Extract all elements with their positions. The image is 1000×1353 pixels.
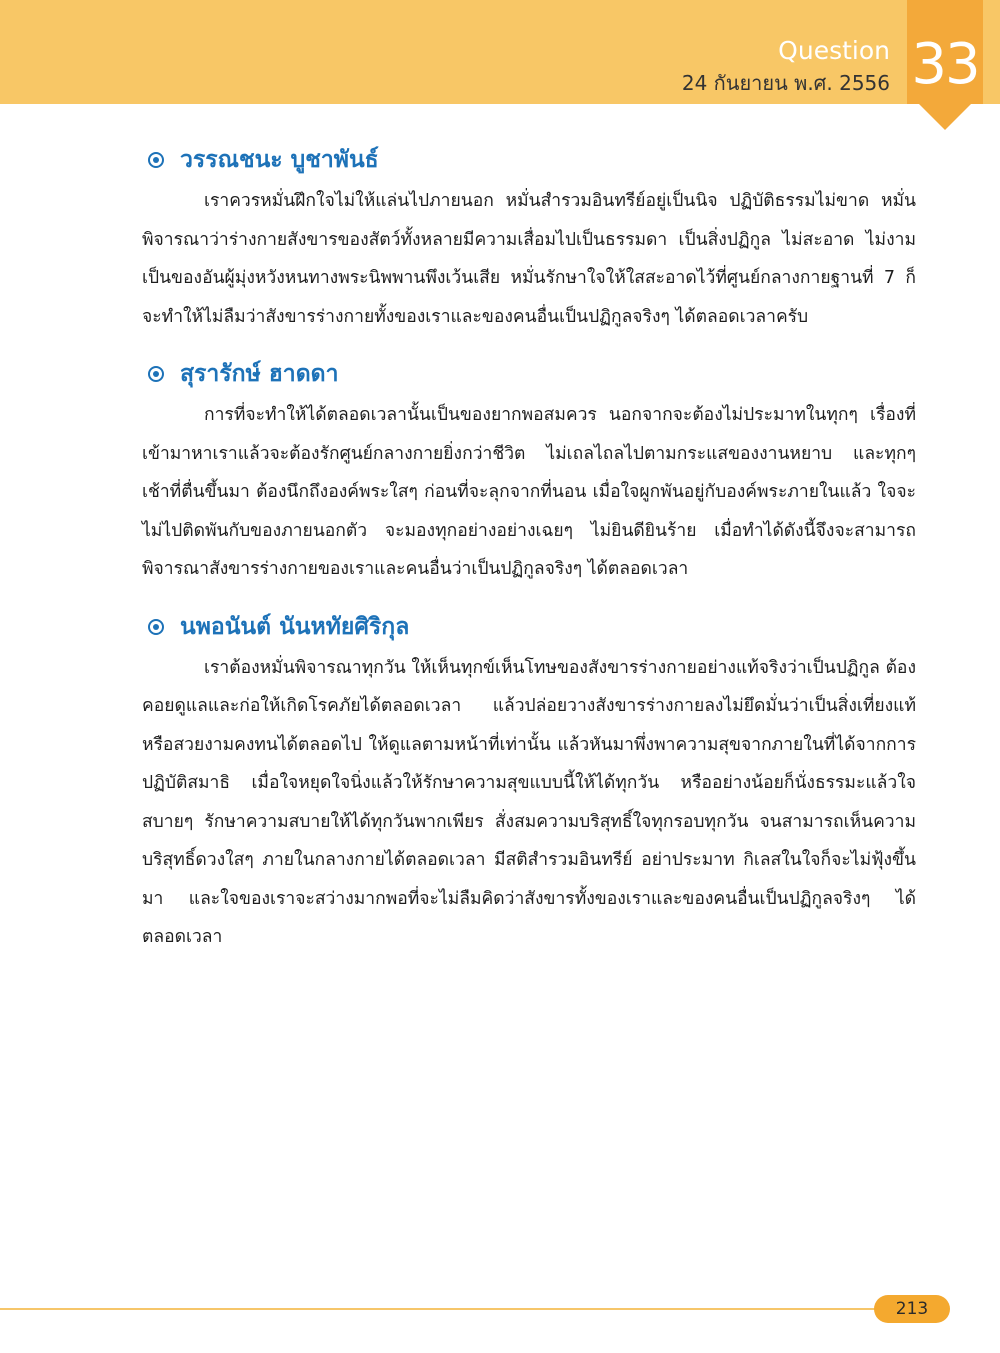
footer-divider — [0, 1308, 880, 1310]
answer-heading — [142, 605, 916, 649]
circle-bullet-icon — [148, 366, 164, 382]
question-number: 33 — [911, 32, 979, 97]
answer-text: เราควรหมั่นฝึกใจไม่ให้แล่นไปภายนอก หมั่นสำรวมอินทรีย์อยู่เป็นนิจ ปฏิบัติธรรมไม่ขาด หมั่นพิจารณาว่าร่างกายสังขารของสัตว์ทั้งหลายมีความเสื่อมไปเป็นธรรมดา เป็นสิ่งปฏิกูล ไม่สะอาด ไม่งาม เป็นของอันผู้มุ่งหวังหนทางพระนิพพานพึงเว้นเสีย หมั่นรักษาใจให้ใสสะอาดไว้ที่ศูนย์กลางกายฐานที่ 7 ก็จะทำให้ไม่ลืมว่าสังขารร่างกายทั้งของเราและของคนอื่นเป็นปฏิกูลจริงๆ ได้ตลอดเวลาครับ — [142, 191, 916, 327]
page-number: 213 — [874, 1295, 950, 1323]
circle-bullet-icon — [148, 619, 164, 635]
question-date: 24 กันยายน พ.ศ. 2556 — [681, 71, 890, 95]
answer-section — [142, 605, 916, 957]
question-label: Question — [778, 36, 890, 65]
question-tab-pointer — [919, 104, 971, 130]
respondent-name: นพอนันต์ นันหทัยศิริกุล — [180, 613, 410, 640]
answer-section — [142, 352, 916, 589]
answer-heading — [142, 352, 916, 396]
answer-heading — [142, 138, 916, 182]
answer-text: เราต้องหมั่นพิจารณาทุกวัน ให้เห็นทุกข์เห็นโทษของสังขารร่างกายอย่างแท้จริงว่าเป็นปฏิกูล ต้องคอยดูแลและก่อให้เกิดโรคภัยได้ตลอดเวลา แล้วปล่อยวางสังขารร่างกายลงไม่ยึดมั่นว่าเป็นสิ่งเที่ยงแท้หรือสวยงามคงทนได้ตลอดไป ให้ดูแลตามหน้าที่เท่านั้น แล้วหันมาพึ่งพาความสุขจากภายในที่ได้จากการปฏิบัติสมาธิ เมื่อใจหยุดใจนิ่งแล้วให้รักษาความสุขแบบนี้ให้ได้ทุกวัน หรืออย่างน้อยก็นั่งธรรมะแล้วใจสบายๆ รักษาความสบายให้ได้ทุกวันพากเพียร สั่งสมความบริสุทธิ์ใจทุกรอบทุกวัน จนสามารถเห็นความบริสุทธิ์ดวงใสๆ ภายในกลางกายได้ตลอดเวลา มีสติสำรวมอินทรีย์ อย่าประมาท กิเลสในใจก็จะไม่ฟุ้งขึ้นมา และใจของเราจะสว่างมากพอที่จะไม่ลืมคิดว่าสังขารทั้งของเราและของคนอื่นเป็นปฏิกูลจริงๆ ได้ตลอดเวลา — [142, 657, 916, 947]
answer-text: การที่จะทำให้ได้ตลอดเวลานั้นเป็นของยากพอสมควร นอกจากจะต้องไม่ประมาทในทุกๆ เรื่องที่เข้ามาหาเราแล้วจะต้องรักศูนย์กลางกายยิ่งกว่าชีวิต ไม่เถลไถลไปตามกระแสของงานหยาบ และทุกๆ เช้าที่ตื่นขึ้นมา ต้องนึกถึงองค์พระใสๆ ก่อนที่จะลุกจากที่นอน เมื่อใจผูกพันอยู่กับองค์พระภายในแล้ว ใจจะไม่ไปติดพันกับของภายนอกตัว จะมองทุกอย่างอย่างเฉยๆ ไม่ยินดียินร้าย เมื่อทำได้ดังนี้จึงจะสามารถพิจารณาสังขารร่างกายของเราและคนอื่นว่าเป็นปฏิกูลจริงๆ ได้ตลอดเวลา — [142, 405, 916, 579]
respondent-name: สุรารักษ์ ฮาดดา — [180, 361, 339, 387]
answers-content — [142, 138, 916, 973]
respondent-name: วรรณชนะ บูชาพันธ์ — [180, 147, 379, 173]
circle-bullet-icon — [148, 152, 164, 168]
answer-section — [142, 138, 916, 336]
